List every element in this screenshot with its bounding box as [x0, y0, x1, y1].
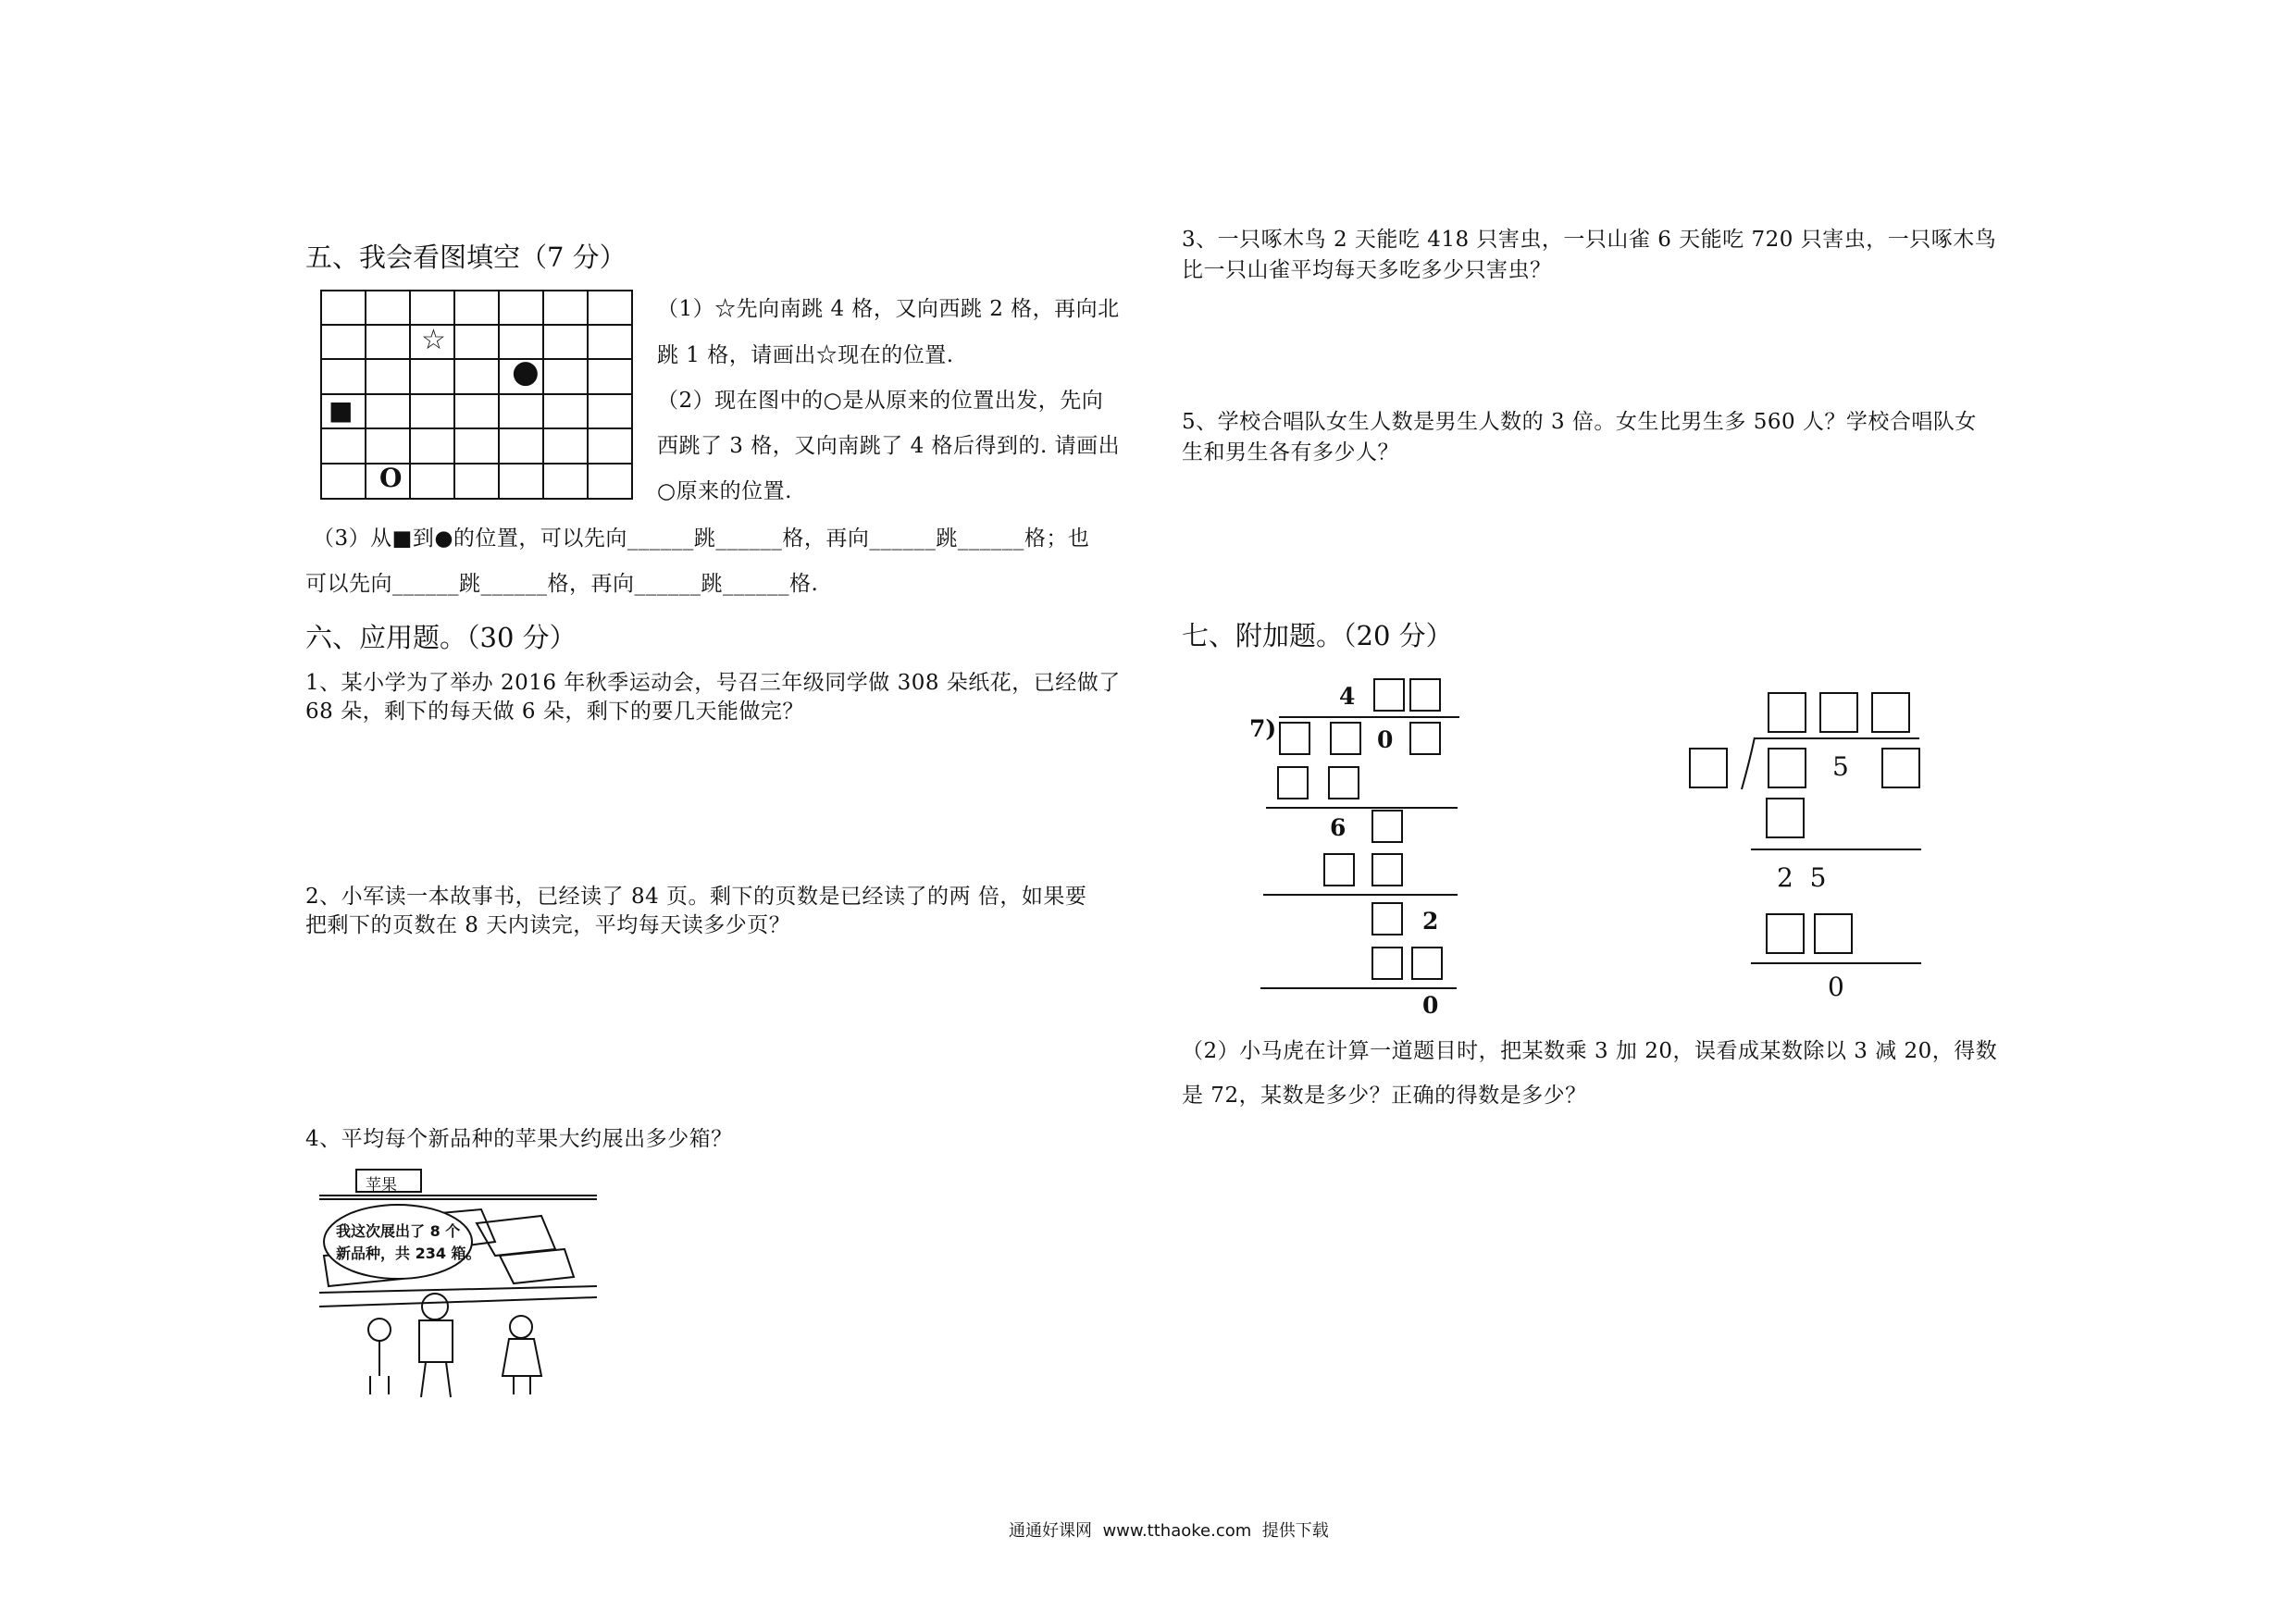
r-q3-line2: 比一只山雀平均每天多吃多少只害虫？	[1182, 258, 1552, 282]
star-icon: ☆	[421, 324, 446, 356]
division-line	[1260, 987, 1457, 989]
coordinate-grid	[320, 290, 644, 502]
apple-stand-illustration	[319, 1168, 597, 1404]
footer-credit: 通通好课网 www.tthaoke.com 提供下载	[1009, 1521, 1329, 1541]
section6-title: 六、应用题。（30 分）	[305, 622, 577, 653]
division-line	[1751, 849, 1921, 850]
blank-box[interactable]	[1689, 748, 1728, 788]
div2-row3-digits: 2 5	[1777, 862, 1827, 893]
open-circle-icon: O	[379, 463, 403, 493]
blank-box[interactable]	[1371, 810, 1403, 843]
s5-q3-line1: （3）从■到●的位置，可以先向______跳______格，再向______跳______格；也	[313, 527, 1090, 551]
s5-q3-line2: 可以先向______跳______格，再向______跳______格.	[305, 572, 819, 596]
blank-box[interactable]	[1323, 853, 1355, 886]
blank-box[interactable]	[1371, 947, 1403, 980]
blank-box[interactable]	[1766, 798, 1805, 838]
s5-q2-line2: 西跳了 3 格，又向南跳了 4 格后得到的. 请画出	[657, 434, 1121, 458]
r-q3-line1: 3、一只啄木鸟 2 天能吃 418 只害虫，一只山雀 6 天能吃 720 只害虫，一只啄木鸟	[1182, 228, 1997, 252]
blank-box[interactable]	[1819, 692, 1858, 733]
blank-box[interactable]	[1330, 722, 1361, 755]
speech-bubble-line2: 新品种，共 234 箱。	[336, 1245, 481, 1262]
blank-box[interactable]	[1277, 766, 1309, 799]
blank-box[interactable]	[1768, 748, 1806, 788]
blank-box[interactable]	[1328, 766, 1359, 799]
s7-q2-line2: 是 72，某数是多少？正确的得数是多少？	[1182, 1084, 1587, 1108]
sign-label: 苹果	[366, 1176, 397, 1195]
s7-q2-line1: （2）小马虎在计算一道题目时，把某数乘 3 加 20，误看成某数除以 3 减 20，得数	[1182, 1039, 1998, 1063]
div1-remainder: 0	[1422, 992, 1439, 1019]
division-line	[1266, 807, 1458, 809]
blank-box[interactable]	[1881, 748, 1920, 788]
div2-remainder: 0	[1828, 972, 1844, 1002]
s6-q1-line2: 68 朵，剩下的每天做 6 朵，剩下的要几天能做完？	[305, 700, 804, 724]
blank-box[interactable]	[1409, 722, 1441, 755]
blank-box[interactable]	[1373, 678, 1405, 712]
s5-q2-line1: （2）现在图中的○是从原来的位置出发，先向	[657, 389, 1104, 413]
s6-q2-line1: 2、小军读一本故事书，已经读了 84 页。剩下的页数是已经读了的两 倍，如果要	[305, 885, 1087, 909]
division-bracket	[1740, 736, 1760, 791]
blank-box[interactable]	[1768, 692, 1806, 733]
filled-circle-icon: ●	[512, 353, 540, 390]
division-line	[1751, 962, 1921, 964]
speech-bubble-line1: 我这次展出了 8 个	[336, 1222, 461, 1240]
blank-box[interactable]	[1814, 913, 1853, 954]
s5-q1-line2: 跳 1 格，请画出☆现在的位置.	[657, 343, 954, 367]
blank-box[interactable]	[1409, 678, 1441, 712]
s6-q2-line2: 把剩下的页数在 8 天内读完，平均每天读多少页？	[305, 913, 791, 937]
r-q5-line1: 5、学校合唱队女生人数是男生人数的 3 倍。女生比男生多 560 人？学校合唱队女	[1182, 410, 1977, 434]
div1-quotient-digit: 4	[1339, 683, 1356, 710]
div1-row3-digit: 6	[1330, 814, 1347, 841]
blank-box[interactable]	[1371, 853, 1403, 886]
division-line	[1263, 894, 1458, 896]
blank-box[interactable]	[1279, 722, 1310, 755]
division-bar	[1279, 716, 1459, 718]
blank-box[interactable]	[1411, 947, 1443, 980]
r-q5-line2: 生和男生各有多少人？	[1182, 440, 1399, 465]
section5-title: 五、我会看图填空（7 分）	[305, 242, 627, 273]
div2-dividend-digit: 5	[1832, 751, 1849, 782]
filled-square-icon: ■	[329, 395, 354, 426]
s6-q4-line1: 4、平均每个新品种的苹果大约展出多少箱？	[305, 1127, 733, 1151]
s5-q2-line3: ○原来的位置.	[657, 479, 792, 503]
section7-title: 七、附加题。（20 分）	[1182, 620, 1453, 651]
blank-box[interactable]	[1766, 913, 1805, 954]
s6-q1-line1: 1、某小学为了举办 2016 年秋季运动会，号召三年级同学做 308 朵纸花，已经做了	[305, 671, 1121, 695]
blank-box[interactable]	[1371, 902, 1403, 935]
div1-dividend-digit: 0	[1377, 726, 1394, 753]
div1-divisor: 7)	[1249, 715, 1277, 742]
division-bar	[1755, 737, 1919, 739]
blank-box[interactable]	[1871, 692, 1910, 733]
s5-q1-line1: （1）☆先向南跳 4 格，又向西跳 2 格，再向北	[657, 297, 1120, 321]
div1-row5-digit: 2	[1422, 908, 1439, 935]
